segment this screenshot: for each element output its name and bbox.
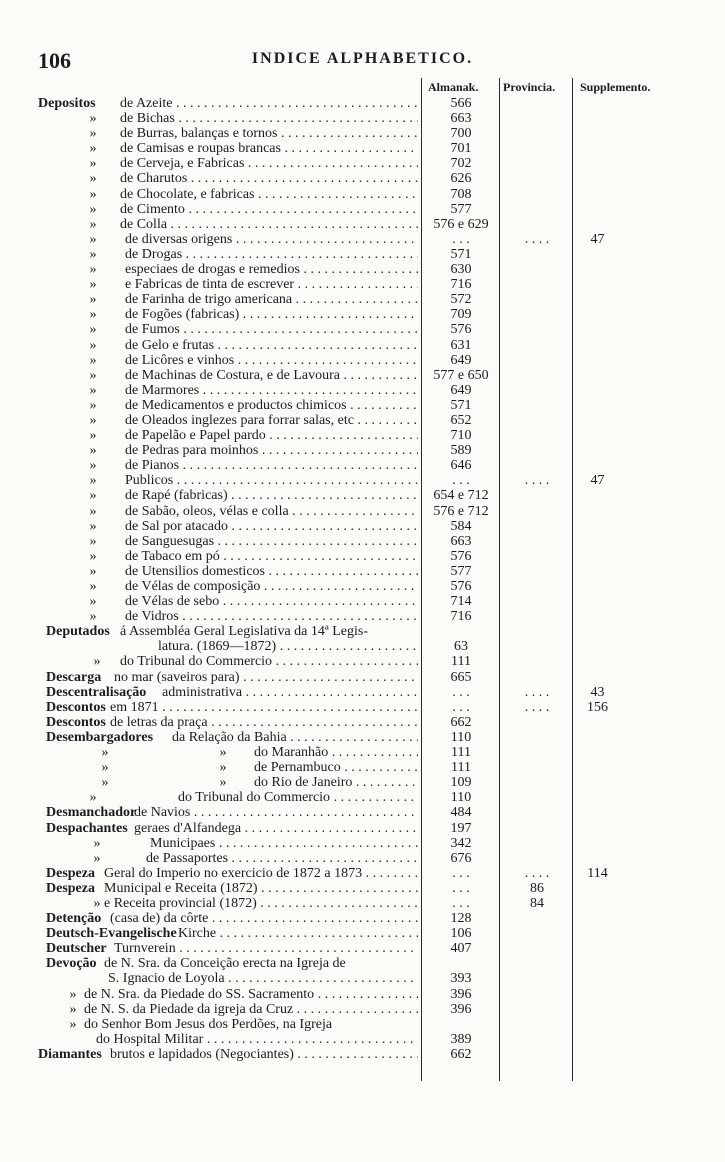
ditto-mark: »	[89, 367, 97, 383]
entry-text: do Tribunal do Commercio . . .	[120, 654, 418, 669]
index-row	[0, 322, 725, 337]
index-row	[0, 292, 725, 307]
almanak-ref: 197	[450, 820, 472, 836]
index-row	[0, 307, 725, 322]
entry-text: do Maranhão . . .	[254, 745, 418, 760]
index-row	[0, 956, 725, 971]
almanak-ref: 577 e 650	[433, 367, 489, 383]
ditto-mark: »	[89, 579, 97, 594]
index-row	[0, 217, 725, 232]
entry-text: S. Ignacio de Loyola . . .	[108, 971, 418, 986]
index-row	[0, 1002, 725, 1017]
entry-text: de Rapé (fabricas) . . .	[125, 488, 418, 503]
ditto-mark: »	[93, 850, 101, 866]
almanak-ref: 576 e 712	[433, 503, 489, 519]
index-row	[0, 836, 725, 851]
almanak-ref: 663	[450, 111, 472, 127]
running-title: INDICE ALPHABETICO.	[251, 50, 474, 67]
entry-heading: Diamantes	[38, 1046, 102, 1062]
almanak-ref: . . .	[452, 895, 470, 911]
entry-text: de Azeite . . .	[120, 96, 418, 111]
entry-text: de Pianos . . .	[125, 458, 418, 473]
entry-text: de N. Sra. da Piedade do SS. Sacramento . . .	[84, 987, 418, 1002]
entry-heading: Despeza	[46, 880, 95, 896]
entry-heading: Despeza	[46, 865, 95, 881]
entry-heading: Descarga	[46, 669, 102, 685]
entry-text: do Senhor Bom Jesus dos Perdões, na Igreja	[84, 1016, 333, 1032]
ditto-mark: »	[89, 594, 97, 610]
index-row	[0, 987, 725, 1002]
entry-text: de Sanguesugas . . .	[125, 534, 418, 549]
entry-heading: Detenção	[46, 911, 102, 927]
entry-text: de letras da praça . . .	[110, 715, 418, 730]
entry-text: de Fumos . . .	[125, 322, 418, 337]
column-header-supplemento: Supplemento.	[580, 80, 651, 94]
index-row	[0, 398, 725, 413]
index-row	[0, 609, 725, 624]
index-row	[0, 941, 725, 956]
index-row	[0, 473, 725, 488]
index-row	[0, 926, 725, 941]
entry-text: latura. (1869—1872) . . .	[158, 639, 418, 654]
index-row	[0, 654, 725, 669]
index-row	[0, 790, 725, 805]
entry-text: á Assembléa Geral Legislativa da 14ª Legis-	[120, 624, 369, 640]
ditto-mark: »	[89, 126, 97, 142]
entry-text: geraes d'Alfandega . . .	[134, 821, 418, 836]
provincia-ref: . . . .	[524, 684, 550, 700]
supplemento-ref: 43	[590, 684, 605, 700]
entry-text: de N. Sra. da Conceição erecta na Igreja de	[104, 956, 346, 972]
ditto-mark: »	[93, 835, 101, 851]
index-row	[0, 171, 725, 186]
index-row	[0, 519, 725, 534]
entry-text: de Cerveja, e Fabricas . . .	[120, 156, 418, 171]
entry-text: de N. S. da Piedade da igreja da Cruz . . .	[84, 1002, 418, 1017]
almanak-ref: 407	[450, 941, 472, 957]
ditto-mark: »	[89, 186, 97, 202]
index-row	[0, 488, 725, 503]
almanak-ref: 396	[450, 986, 472, 1002]
ditto-mark: »	[89, 473, 97, 489]
almanak-ref: 572	[450, 292, 472, 308]
almanak-ref: 576	[450, 322, 472, 338]
entry-text: brutos e lapidados (Negociantes) . . .	[110, 1047, 418, 1062]
ditto-mark: »	[89, 488, 97, 504]
almanak-ref: 484	[450, 805, 472, 821]
entry-text: de Vélas de composição . . .	[125, 579, 418, 594]
almanak-ref: 649	[450, 352, 472, 368]
index-row	[0, 111, 725, 126]
ditto-mark: »	[89, 352, 97, 368]
entry-text: Turnverein . . .	[114, 941, 418, 956]
almanak-ref: 662	[450, 1046, 472, 1062]
ditto-mark-secondary: »	[219, 745, 227, 761]
index-row	[0, 156, 725, 171]
almanak-ref: 393	[450, 971, 472, 987]
entry-text: de Navios . . .	[134, 805, 418, 820]
ditto-mark: »	[89, 609, 97, 625]
ditto-mark: »	[89, 156, 97, 172]
entry-text: do Hospital Militar . . .	[96, 1032, 418, 1047]
entry-text: de Sal por atacado . . .	[125, 519, 418, 534]
almanak-ref: 396	[450, 1001, 472, 1017]
entry-text: de Utensilios domesticos . . .	[125, 564, 418, 579]
index-row	[0, 851, 725, 866]
ditto-mark: »	[93, 654, 101, 670]
index-row	[0, 443, 725, 458]
ditto-mark: »	[101, 745, 109, 761]
entry-heading: Deutscher	[46, 941, 107, 957]
almanak-ref: 631	[450, 337, 472, 353]
almanak-ref: 566	[450, 96, 472, 111]
entry-text: de Sabão, oleos, vélas e colla . . .	[125, 504, 418, 519]
column-header-almanak: Almanak.	[428, 80, 479, 94]
entry-text: especiaes de drogas e remedios . . .	[125, 262, 418, 277]
ditto-mark: »	[89, 533, 97, 549]
entry-text: de Passaportes . . .	[146, 851, 418, 866]
ditto-mark: »	[89, 397, 97, 413]
ditto-mark: »	[89, 216, 97, 232]
almanak-ref: 716	[450, 609, 472, 625]
ditto-mark: »	[69, 1001, 77, 1017]
entry-text: de Gelo e frutas . . .	[125, 338, 418, 353]
almanak-ref: 111	[451, 745, 471, 761]
entry-heading: Depositos	[38, 96, 96, 111]
entry-text: Municipal e Receita (1872) . . .	[104, 881, 418, 896]
index-row	[0, 881, 725, 896]
entry-text: de Chocolate, e fabricas . . .	[120, 187, 418, 202]
ditto-mark-secondary: »	[219, 760, 227, 776]
almanak-ref: 708	[450, 186, 472, 202]
ditto-mark: »	[89, 428, 97, 444]
entry-text: de Vélas de sebo . . .	[125, 594, 418, 609]
index-row	[0, 504, 725, 519]
almanak-ref: 110	[450, 729, 472, 745]
index-row	[0, 579, 725, 594]
ditto-mark: »	[89, 790, 97, 806]
entry-text: de Camisas e roupas brancas . . .	[120, 141, 418, 156]
ditto-mark: »	[89, 277, 97, 293]
provincia-ref: 84	[530, 895, 544, 911]
entry-heading: Despachantes	[46, 820, 128, 836]
supplemento-ref: 156	[587, 699, 608, 715]
index-row	[0, 1017, 725, 1032]
almanak-ref: 714	[450, 594, 472, 610]
entry-text: Kirche . . .	[178, 926, 418, 941]
index-row	[0, 745, 725, 760]
index-row	[0, 126, 725, 141]
entry-heading: Descentralisação	[46, 684, 147, 700]
almanak-ref: 663	[450, 533, 472, 549]
almanak-ref: 584	[450, 518, 472, 534]
almanak-ref: 676	[450, 850, 472, 866]
entry-text: de Farinha de trigo americana . . .	[125, 292, 418, 307]
index-row	[0, 730, 725, 745]
almanak-ref: 665	[450, 669, 472, 685]
entry-text: (casa de) da côrte . . .	[110, 911, 418, 926]
almanak-ref: 654 e 712	[433, 488, 489, 504]
almanak-ref: 110	[450, 790, 472, 806]
index-row	[0, 458, 725, 473]
entry-text: de Oleados inglezes para forrar salas, etc . . .	[125, 413, 418, 428]
almanak-ref: . . .	[452, 880, 470, 896]
almanak-ref: 111	[451, 760, 471, 776]
almanak-ref: 701	[450, 141, 472, 157]
index-row	[0, 1047, 725, 1062]
entry-text: de Drogas . . .	[125, 247, 418, 262]
almanak-ref: 576	[450, 579, 472, 594]
ditto-mark: »	[89, 262, 97, 278]
provincia-ref: . . . .	[524, 865, 550, 881]
index-row	[0, 775, 725, 790]
ditto-mark: »	[89, 322, 97, 338]
index-row	[0, 1032, 725, 1047]
almanak-ref: 662	[450, 714, 472, 730]
ditto-mark: »	[89, 382, 97, 398]
index-row	[0, 96, 725, 111]
ditto-mark: »	[89, 503, 97, 519]
almanak-ref: 702	[450, 156, 472, 172]
index-row	[0, 685, 725, 700]
ditto-mark: »	[89, 292, 97, 308]
almanak-ref: 577	[450, 201, 472, 217]
entry-text: de Papelão e Papel pardo . . .	[125, 428, 418, 443]
supplemento-ref: 47	[590, 473, 605, 489]
index-list	[0, 96, 725, 1062]
almanak-ref: 576 e 629	[433, 216, 489, 232]
index-row	[0, 413, 725, 428]
index-row	[0, 141, 725, 156]
index-row	[0, 247, 725, 262]
ditto-mark: »	[89, 337, 97, 353]
index-row	[0, 715, 725, 730]
ditto-mark: »	[89, 443, 97, 459]
almanak-ref: . . .	[452, 699, 470, 715]
entry-text: Municipaes . . .	[150, 836, 418, 851]
provincia-ref: . . . .	[524, 699, 550, 715]
index-row	[0, 202, 725, 217]
index-row	[0, 232, 725, 247]
supplemento-ref: 47	[590, 231, 605, 247]
index-row	[0, 187, 725, 202]
index-row	[0, 670, 725, 685]
index-row	[0, 353, 725, 368]
index-row	[0, 383, 725, 398]
almanak-ref: . . .	[452, 865, 470, 881]
almanak-ref: 106	[450, 926, 472, 942]
ditto-mark: »	[69, 986, 77, 1002]
entry-text: e Fabricas de tinta de escrever . . .	[125, 277, 418, 292]
entry-heading: Devoção	[46, 956, 97, 972]
entry-text: no mar (saveiros para) . . .	[114, 670, 418, 685]
index-row	[0, 564, 725, 579]
almanak-ref: 626	[450, 171, 472, 187]
almanak-ref: . . .	[452, 684, 470, 700]
index-row	[0, 338, 725, 353]
entry-heading: Desmanchador	[46, 805, 137, 821]
index-row	[0, 549, 725, 564]
index-row	[0, 277, 725, 292]
almanak-ref: 389	[450, 1031, 472, 1047]
entry-text: de Tabaco em pó . . .	[125, 549, 418, 564]
index-row	[0, 368, 725, 383]
provincia-ref: . . . .	[524, 473, 550, 489]
entry-text: de Cimento . . .	[120, 202, 418, 217]
ditto-mark: »	[89, 111, 97, 127]
index-row	[0, 639, 725, 654]
ditto-mark: »	[89, 231, 97, 247]
entry-text: de Machinas de Costura, e de Lavoura . . .	[125, 368, 418, 383]
ditto-mark: »	[101, 775, 109, 791]
almanak-ref: 342	[450, 835, 472, 851]
almanak-ref: . . .	[452, 473, 470, 489]
index-row	[0, 821, 725, 836]
entry-text: de Burras, balanças e tornos . . .	[120, 126, 418, 141]
ditto-mark: »	[89, 141, 97, 157]
almanak-ref: 577	[450, 563, 472, 579]
index-row	[0, 700, 725, 715]
ditto-mark: »	[89, 246, 97, 262]
index-row	[0, 594, 725, 609]
provincia-ref: . . . .	[524, 231, 550, 247]
ditto-mark: »	[89, 563, 97, 579]
almanak-ref: 710	[450, 428, 472, 444]
index-row	[0, 624, 725, 639]
index-row	[0, 760, 725, 775]
entry-text: de Vidros . . .	[125, 609, 418, 624]
index-row	[0, 262, 725, 277]
ditto-mark: »	[93, 895, 101, 911]
entry-text: Publicos . . .	[125, 473, 418, 488]
ditto-mark: »	[89, 307, 97, 323]
almanak-ref: 646	[450, 458, 472, 474]
entry-text: de Pedras para moinhos . . .	[125, 443, 418, 458]
almanak-ref: 700	[450, 126, 472, 142]
index-row	[0, 911, 725, 926]
ditto-mark: »	[89, 412, 97, 428]
entry-text: de Marmores . . .	[125, 383, 418, 398]
entry-text: de Licôres e vinhos . . .	[125, 353, 418, 368]
entry-heading: Deputados	[46, 624, 110, 640]
entry-heading: Desembargadores	[46, 729, 154, 745]
provincia-ref: 86	[530, 880, 544, 896]
index-row	[0, 534, 725, 549]
almanak-ref: 128	[450, 911, 472, 927]
almanak-ref: 652	[450, 412, 472, 428]
entry-text: em 1871 . . .	[110, 700, 418, 715]
index-row	[0, 971, 725, 986]
almanak-ref: 576	[450, 548, 472, 564]
index-row	[0, 896, 725, 911]
index-row	[0, 866, 725, 881]
ditto-mark: »	[101, 760, 109, 776]
almanak-ref: . . .	[452, 231, 470, 247]
index-row	[0, 428, 725, 443]
entry-text: administrativa . . .	[162, 685, 418, 700]
almanak-ref: 111	[451, 654, 471, 670]
entry-text: de Charutos . . .	[120, 171, 418, 186]
almanak-ref: 630	[450, 262, 472, 278]
ditto-mark: »	[69, 1016, 77, 1032]
almanak-ref: 716	[450, 277, 472, 293]
entry-text: Geral do Imperio no exercicio de 1872 a 1873 . . .	[104, 866, 418, 881]
ditto-mark-secondary: »	[219, 775, 227, 791]
ditto-mark: »	[89, 171, 97, 187]
entry-text: do Rio de Janeiro . . .	[254, 775, 418, 790]
almanak-ref: 649	[450, 382, 472, 398]
ditto-mark: »	[89, 548, 97, 564]
entry-text: e Receita provincial (1872) . . .	[104, 896, 418, 911]
column-header-provincia: Provincia.	[503, 80, 556, 94]
almanak-ref: 589	[450, 443, 472, 459]
entry-heading: Descontos	[46, 699, 106, 715]
almanak-ref: 571	[450, 246, 472, 262]
almanak-ref: 571	[450, 397, 472, 413]
supplemento-ref: 114	[587, 865, 608, 881]
ditto-mark: »	[89, 518, 97, 534]
entry-heading: Descontos	[46, 714, 106, 730]
almanak-ref: 709	[450, 307, 472, 323]
entry-text: de Fogões (fabricas) . . .	[125, 307, 418, 322]
page-number: 106	[38, 48, 71, 73]
ditto-mark: »	[89, 201, 97, 217]
entry-text: da Relação da Bahia . . .	[172, 730, 418, 745]
entry-text: de Medicamentos e productos chimicos . . .	[125, 398, 418, 413]
entry-text: de Colla . . .	[120, 217, 418, 232]
entry-text: de Bichas . . .	[120, 111, 418, 126]
entry-text: do Tribunal do Commercio . . .	[178, 790, 418, 805]
ditto-mark: »	[89, 458, 97, 474]
entry-text: de diversas origens . . .	[125, 232, 418, 247]
index-row	[0, 805, 725, 820]
almanak-ref: 63	[454, 639, 468, 655]
almanak-ref: 109	[450, 775, 472, 791]
entry-heading: Deutsch-Evangelische	[46, 926, 177, 942]
entry-text: de Pernambuco . . .	[254, 760, 418, 775]
